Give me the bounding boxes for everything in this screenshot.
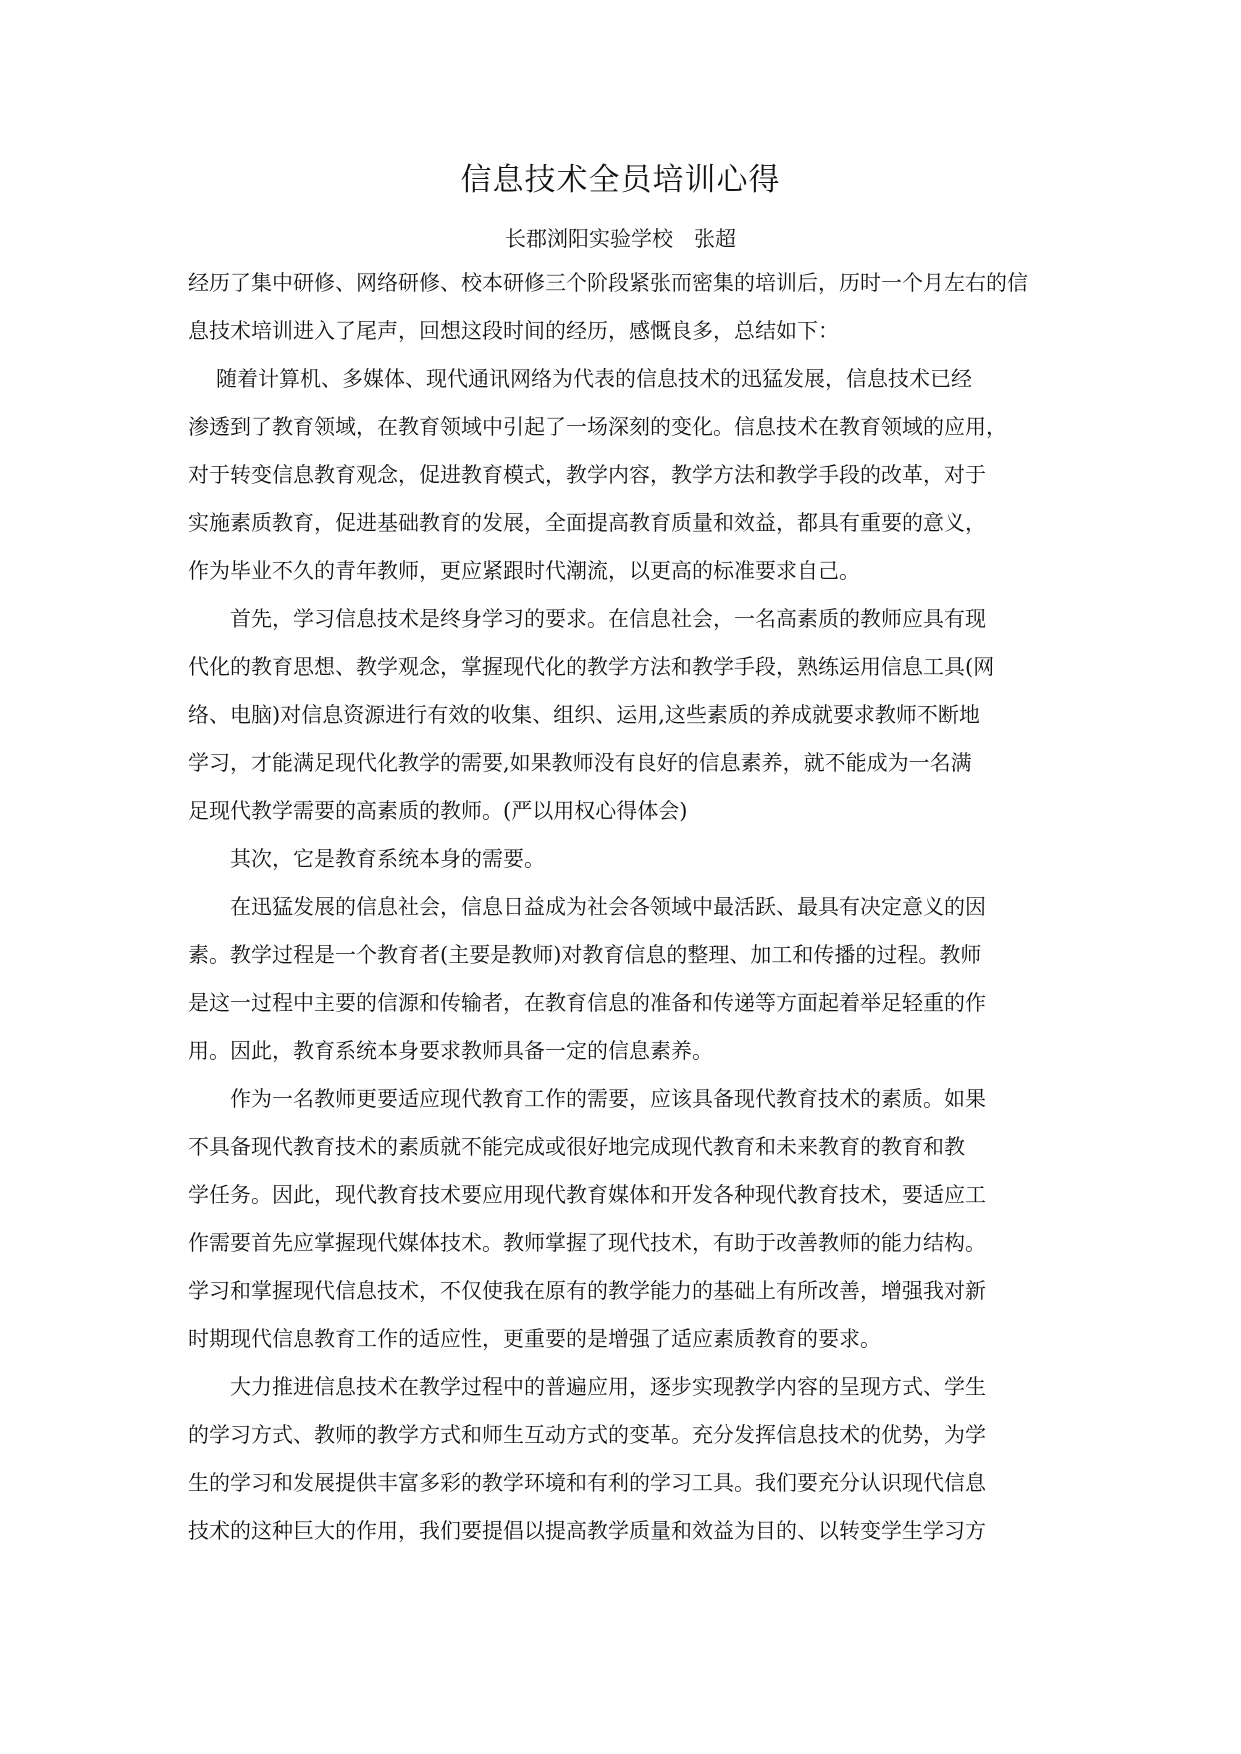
text-line: 实施素质教育，促进基础教育的发展，全面提高教育质量和效益，都具有重要的意义， (188, 511, 986, 535)
text-line: 作为一名教师更要适应现代教育工作的需要，应该具备现代教育技术的素质。如果 (230, 1087, 986, 1111)
text-line: 息技术培训进入了尾声，回想这段时间的经历，感慨良多，总结如下： (188, 319, 839, 343)
text-line: 足现代教学需要的高素质的教师。(严以用权心得体会) (188, 799, 688, 823)
text-line: 在迅猛发展的信息社会，信息日益成为社会各领域中最活跃、最具有决定意义的因 (230, 895, 986, 919)
text-line: 的学习方式、教师的教学方式和师生互动方式的变革。充分发挥信息技术的优势，为学 (188, 1423, 986, 1447)
text-line: 渗透到了教育领域，在教育领域中引起了一场深刻的变化。信息技术在教育领域的应用， (188, 415, 1007, 439)
text-line: 络、电脑)对信息资源进行有效的收集、组织、运用,这些素质的养成就要求教师不断地 (188, 703, 980, 727)
text-line: 用。因此，教育系统本身要求教师具备一定的信息素养。 (188, 1039, 713, 1063)
text-line: 不具备现代教育技术的素质就不能完成或很好地完成现代教育和未来教育的教育和教 (188, 1135, 965, 1159)
text-line: 首先，学习信息技术是终身学习的要求。在信息社会，一名高素质的教师应具有现 (230, 607, 986, 631)
text-line: 其次，它是教育系统本身的需要。 (230, 847, 545, 871)
text-line: 技术的这种巨大的作用，我们要提倡以提高教学质量和效益为目的、以转变学生学习方 (188, 1519, 986, 1543)
text-line: 经历了集中研修、网络研修、校本研修三个阶段紧张而密集的培训后，历时一个月左右的信 (188, 271, 1028, 295)
text-line: 作为毕业不久的青年教师，更应紧跟时代潮流，以更高的标准要求自己。 (188, 559, 860, 583)
text-line: 学习和掌握现代信息技术，不仅使我在原有的教学能力的基础上有所改善，增强我对新 (188, 1279, 986, 1303)
text-line: 时期现代信息教育工作的适应性，更重要的是增强了适应素质教育的要求。 (188, 1327, 881, 1351)
text-line: 素。教学过程是一个教育者(主要是教师)对教育信息的整理、加工和传播的过程。教师 (188, 943, 982, 967)
text-line: 对于转变信息教育观念，促进教育模式，教学内容，教学方法和教学手段的改革，对于 (188, 463, 986, 487)
text-line: 生的学习和发展提供丰富多彩的教学环境和有利的学习工具。我们要充分认识现代信息 (188, 1471, 986, 1495)
text-line: 代化的教育思想、教学观念，掌握现代化的教学方法和教学手段，熟练运用信息工具(网 (188, 655, 995, 679)
text-line: 随着计算机、多媒体、现代通讯网络为代表的信息技术的迅猛发展，信息技术已经 (216, 367, 972, 391)
text-line: 大力推进信息技术在教学过程中的普遍应用，逐步实现教学内容的呈现方式、学生 (230, 1375, 986, 1399)
document-author: 长郡浏阳实验学校 张超 (505, 227, 736, 251)
document-title: 信息技术全员培训心得 (460, 162, 781, 198)
text-line: 是这一过程中主要的信源和传输者，在教育信息的准备和传递等方面起着举足轻重的作 (188, 991, 986, 1015)
text-line: 作需要首先应掌握现代媒体技术。教师掌握了现代技术，有助于改善教师的能力结构。 (188, 1231, 986, 1255)
text-line: 学任务。因此，现代教育技术要应用现代教育媒体和开发各种现代教育技术，要适应工 (188, 1183, 986, 1207)
text-line: 学习，才能满足现代化教学的需要,如果教师没有良好的信息素养，就不能成为一名满 (188, 751, 972, 775)
